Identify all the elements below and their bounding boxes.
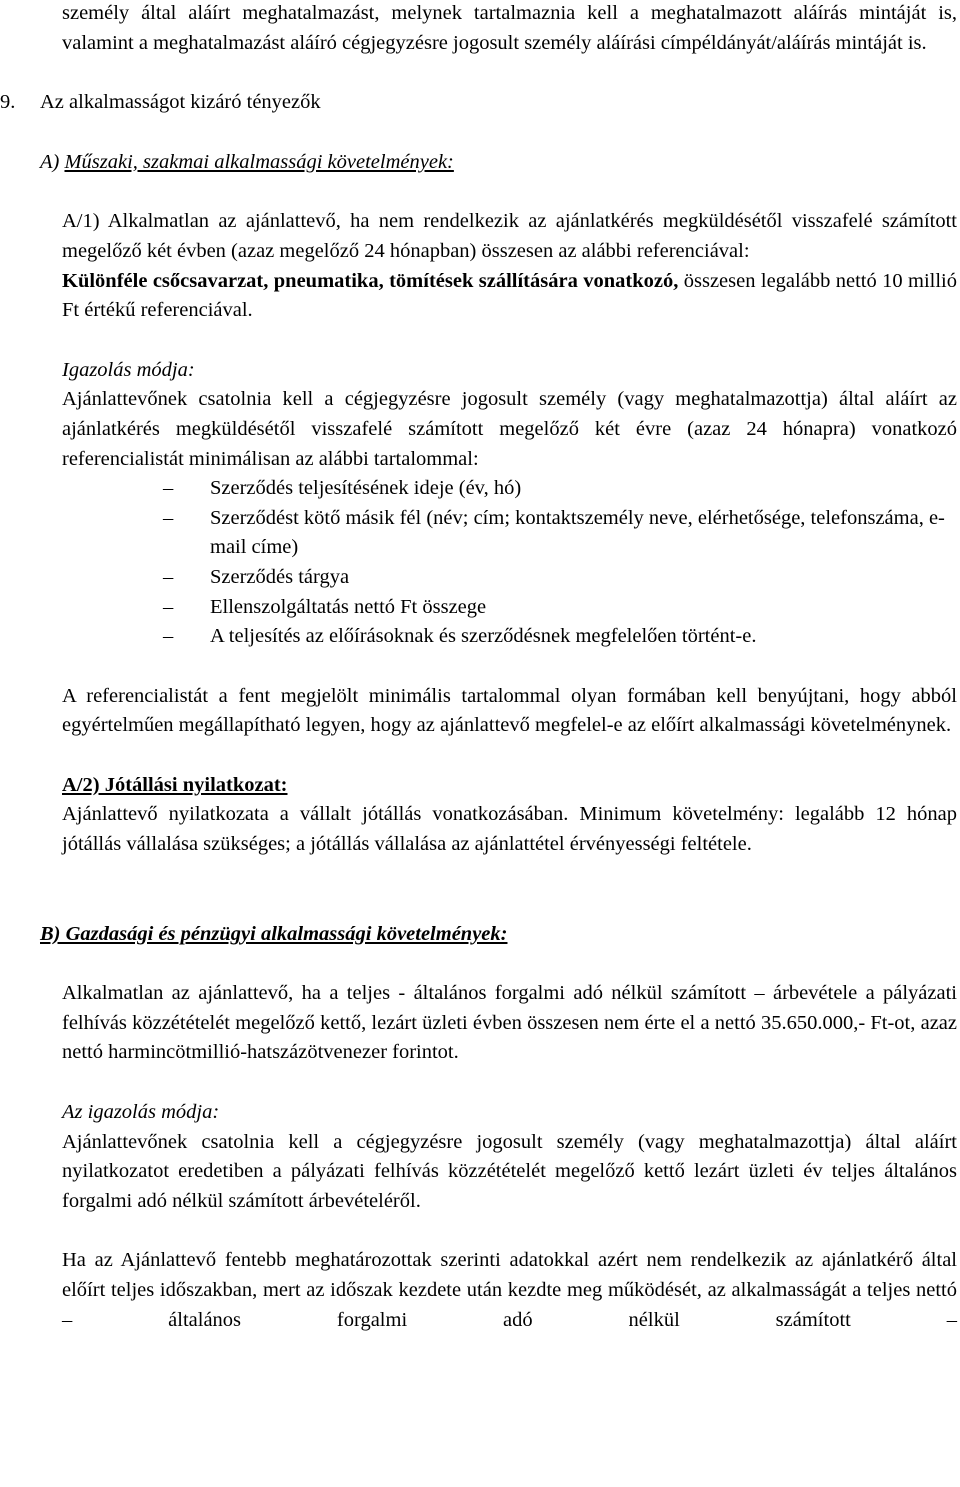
list-item: – A teljesítés az előírásoknak és szerződésnek megfelelően történt-e. (210, 622, 957, 652)
a1-reference-bold: Különféle csőcsavarzat, pneumatika, tömítések szállítására vonatkozó, (62, 269, 679, 292)
section-a-heading (40, 148, 957, 178)
dash-icon: – (163, 565, 174, 588)
proof-label: Igazolás módja: (62, 358, 195, 381)
a1-reference-paragraph (62, 267, 957, 326)
dash-icon: – (163, 625, 174, 648)
a1-reference-rest: összesen legalább nettó 10 millió Ft értékű referenciával. (62, 269, 957, 322)
section-a-title: Műszaki, szakmai alkalmassági követelmények: (64, 150, 454, 173)
section-9-number: 9. (0, 91, 16, 114)
dash-icon: – (163, 477, 174, 500)
referencialista-paragraph: A referencialistát a fent megjelölt minimális tartalommal olyan formában kell benyújtani, hogy abból egyértelműen megállapítható legyen, hogy az ajánlattevő megfelel-e az előírt alkalmassági követelménynek. (62, 684, 957, 737)
list-item: – Szerződést kötő másik fél (név; cím; kontaktszemély neve, elérhetősége, telefonszáma, e-mail címe) (210, 504, 957, 563)
section-b-paragraph: Alkalmatlan az ajánlattevő, ha a teljes - általános forgalmi adó nélkül számított – árbevétele a pályázati felhívás közzétételét megelőző kettő, lezárt üzleti évben összesen nem érte el a nettó 35.650.000,- Ft-ot, azaz nettó harmincötmillió-hatszázötvenezer forintot. (62, 982, 957, 1064)
intro-paragraph: személy által aláírt meghatalmazást, melynek tartalmaznia kell a meghatalmazott aláírás mintáját is, valamint a meghatalmazást aláíró cégjegyzésre jogosult személy aláírási címpéldányát/aláírás mintáját is. (62, 2, 957, 54)
dash-icon: – (163, 506, 174, 529)
section-9-heading (0, 88, 957, 118)
a1-paragraph: A/1) Alkalmatlan az ajánlattevő, ha nem rendelkezik az ajánlatkérés megküldésétől visszafelé számított megelőző két évben (azaz megelőző 24 hónapban) összesen az alábbi referenciával: (62, 210, 957, 262)
list-item: – Szerződés teljesítésének ideje (év, hó) (210, 474, 957, 504)
a2-paragraph: Ajánlattevő nyilatkozata a vállalt jótállás vonatkozásában. Minimum követelmény: legalább 12 hónap jótállás vállalása szükséges; a jótállás vállalása az ajánlattétel érvényességi feltétele. (62, 803, 957, 856)
section-b-proof-paragraph: Ajánlattevőnek csatolnia kell a cégjegyzésre jogosult személy (vagy meghatalmazottja) által aláírt nyilatkozatot eredetiben a pályázati felhívás közzétételét megelőző kettő lezárt üzleti év teljes általános forgalmi adó nélkül számított árbevételéről. (62, 1130, 957, 1212)
section-b-final-paragraph: Ha az Ajánlattevő fentebb meghatározottak szerinti adatokkal azért nem rendelkezik az ajánlatkérő által előírt teljes időszakban, mert az időszak kezdete után kezdte meg működését, az alkalmasságát a teljes nettó – általános forgalmi adó nélkül számított – (62, 1249, 957, 1331)
dash-icon: – (163, 595, 174, 618)
section-a-prefix: A) (40, 150, 60, 173)
list-item: – Szerződés tárgya (210, 563, 957, 593)
proof-paragraph: Ajánlattevőnek csatolnia kell a cégjegyzésre jogosult személy (vagy meghatalmazottja) által aláírt az ajánlatkérés megküldésétől visszafelé számított megelőző két évre (azaz 24 hónapra) vonatkozó referencialistát minimálisan az alábbi tartalommal: (62, 388, 957, 470)
section-b-proof-label: Az igazolás módja: (62, 1101, 220, 1124)
section-b-heading: B) Gazdasági és pénzügyi alkalmassági követelmények: (40, 922, 508, 945)
list-item: – Ellenszolgáltatás nettó Ft összege (210, 593, 957, 623)
a2-heading: A/2) Jótállási nyilatkozat: (62, 773, 288, 796)
proof-requirements-list (62, 474, 957, 652)
section-9-title: Az alkalmasságot kizáró tényezők (40, 91, 321, 114)
